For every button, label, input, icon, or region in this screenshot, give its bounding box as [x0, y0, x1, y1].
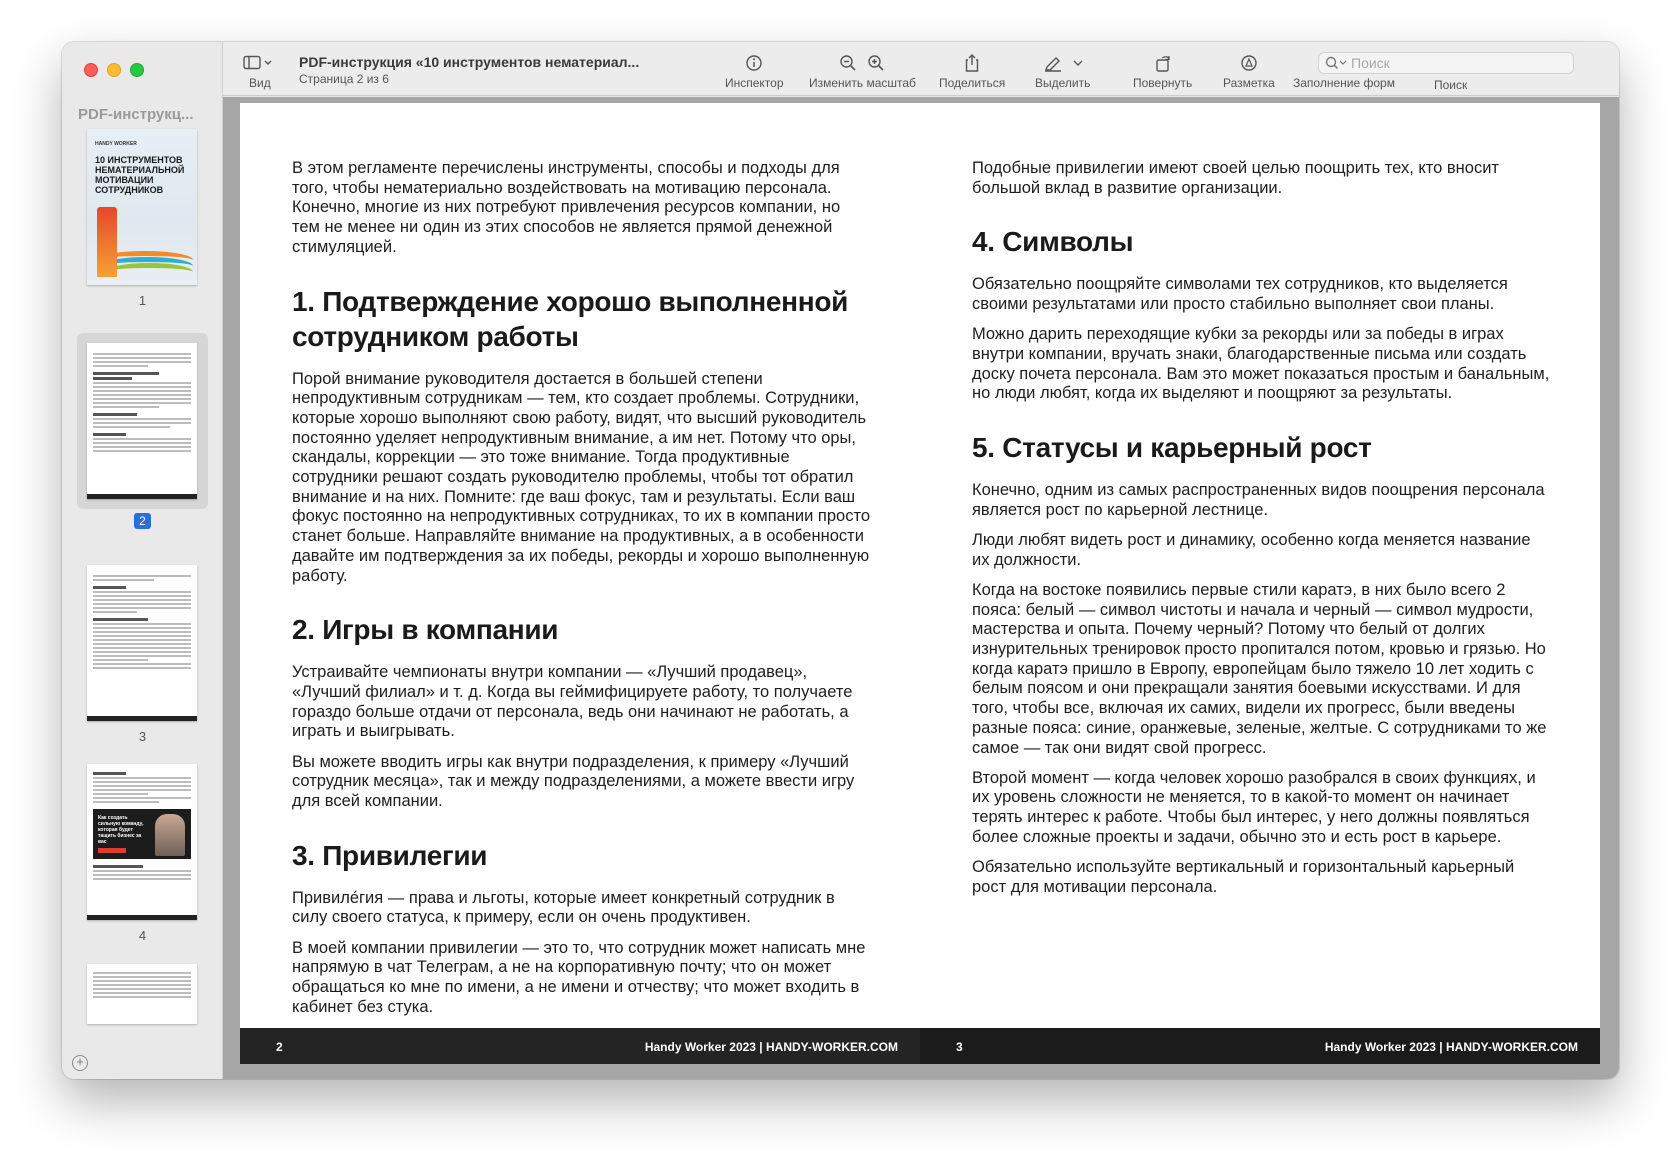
minimize-window-button[interactable]: [107, 63, 121, 77]
page-footer: [920, 1028, 1600, 1064]
cover-logo: HANDY WORKER: [95, 141, 137, 147]
info-icon: [725, 52, 784, 74]
thumbnail-page-number: 3: [138, 729, 147, 744]
chevron-down-icon: [1073, 58, 1083, 68]
thumbnail-page-number: [62, 513, 223, 529]
thumbnail-sidebar: [62, 42, 223, 1079]
inspector-button[interactable]: [725, 52, 784, 90]
paragraph: Конечно, одним из самых распространенных видов поощрения персонала является рост по карьерной лестнице.: [972, 481, 1545, 519]
paragraph: Когда на востоке появились первые стили каратэ, в них было всего 2 пояса: белый — символ чистоты и начала и черный — символ мудрости, мастерства и опыта. Почему черный? Потому что белый от долгих изнурительных тренировок просто пропитался потом, кровью и грязью. Но когда каратэ пришло в Европу, европейцам было тяжело 10 лет ходить с белым поясом и они прекращали занятия боевыми искусствами. И для того, чтобы все, включая их самих, видели их прогресс, были введены разные пояса: синие, оранжевые, зеленые, желтые. С сотрудниками то же самое — так они видят свой прогресс.: [972, 580, 1547, 757]
add-page-button[interactable]: +: [72, 1055, 88, 1071]
document-title: PDF-инструкция «10 инструментов нематериал...: [299, 54, 640, 70]
page-number: 3: [956, 1040, 963, 1054]
toolbar: [223, 42, 1619, 96]
zoom-label: Изменить масштаб: [809, 76, 916, 90]
page-number: 2: [276, 1040, 283, 1054]
highlight-label: Выделить: [1035, 76, 1091, 90]
preview-window: [62, 42, 1619, 1079]
highlight-button[interactable]: [1035, 52, 1090, 90]
document-viewport[interactable]: [223, 97, 1619, 1079]
section-heading: 3. Привилегии: [292, 839, 488, 871]
share-icon: [939, 52, 1005, 74]
share-label: Поделиться: [939, 76, 1006, 90]
zoom-in-icon: [867, 54, 885, 72]
markup-label: Разметка: [1223, 76, 1275, 90]
sidebar-icon: [243, 52, 273, 74]
paragraph: Устраивайте чемпионаты внутри компании — «Лучший продавец», «Лучший филиал» и т. д. Когда вы геймифицируете работу, то получаете гораздо больше отдачи от персонала, ведь они начинают не работать, а играть и выигрывать.: [292, 663, 853, 741]
paragraph: Люди любят видеть рост и динамику, особенно когда меняется название их должности.: [972, 531, 1531, 569]
cover-band: [105, 263, 193, 281]
page-3-text-column: [972, 159, 1552, 908]
highlighter-icon: [1043, 54, 1063, 72]
rotate-icon: [1133, 52, 1192, 74]
video-promo-block: [93, 809, 191, 859]
speaker-photo: [155, 814, 185, 856]
view-label: Вид: [249, 76, 271, 90]
paragraph: Обязательно поощряйте символами тех сотрудников, кто выделяется своими результатами или просто стабильно выполняет свои планы.: [972, 275, 1508, 314]
fullscreen-window-button[interactable]: [130, 63, 144, 77]
thumbnail-page-number: 1: [138, 293, 147, 308]
page-2-text-column: [292, 159, 872, 1028]
page-indicator: Страница 2 из 6: [299, 72, 389, 86]
thumbnail-page-number: 4: [138, 928, 147, 943]
section-heading: 4. Символы: [972, 226, 1134, 258]
paragraph: В моей компании привилегии — это то, что сотрудник может написать мне напрямую в чат Телеграм, а не на корпоративную почту; что он может обращаться ко мне по имени, а не имени и отчеству; что может входить в кабинет без стука.: [292, 938, 866, 1016]
sidebar-document-title: PDF-инструкц...: [78, 106, 194, 123]
search-input[interactable]: [1351, 55, 1571, 71]
search-label: Поиск: [1434, 78, 1468, 92]
paragraph: Обязательно используйте вертикальный и горизонтальный карьерный рост для мотивации персонала.: [972, 858, 1515, 896]
rotate-button[interactable]: [1133, 52, 1192, 90]
thumbnail-image: [87, 343, 197, 499]
footer-brand: Handy Worker 2023 | HANDY-WORKER.COM: [644, 1040, 898, 1054]
paragraph: Порой внимание руководителя достается в большей степени непродуктивным сотрудникам — тем, кто создает проблемы. Сотрудники, которые хорошо выполняют свою работу, видят, что высший руководитель постоянно уделяет непродуктивным внимание, а им нет. Потому что оры, скандалы, коррекции — это тоже внимание. Тогда продуктивные сотрудники решают создать руководителю проблемы, чтобы тот обратил внимание и на них. Помните: где ваш фокус, там и результаты. Если ваш фокус постоянно на непродуктивных сотрудниках, то их в компании просто станет больше. Направляйте внимание на продуктивных, а в особенности давайте им подтверждения за их победы, рекорды и хорошо выполненную работу.: [292, 369, 871, 585]
inspector-label: Инспектор: [725, 76, 784, 90]
selected-page-badge: 2: [134, 513, 151, 529]
paragraph: Привиле́гия — права и льготы, которые имеет конкретный сотрудник в силу своего статуса, к примеру, если он очень продуктивен.: [292, 888, 835, 927]
paragraph: В этом регламенте перечислены инструменты, способы и подходы для того, чтобы нематериально воздействовать на мотивацию персонала. Конечно, многие из них потребуют привлечения ресурсов компании, но тем не менее ни один из этих способов не является прямой денежной стимуляцией.: [292, 159, 841, 256]
paragraph: Второй момент — когда человек хорошо разобрался в своих функциях, и их уровень сложности не меняется, то в какой-то момент он начинает терять интерес к работе. Чтобы был интерес, у него должны появляться более сложные проекты и задачи, обычно это и есть рост в карьере.: [972, 768, 1536, 846]
page-2: [240, 103, 920, 1064]
paragraph: Можно дарить переходящие кубки за рекорды или за победы в играх внутри компании, вручать знаки, благодарственные письма или создать доску почета персонала. Вам это может показаться простым и банальным, но люди любят, когда их выделяют и поощряют за результаты.: [972, 325, 1550, 403]
page-3: [920, 103, 1600, 1064]
thumbnail-image: [87, 764, 197, 920]
paragraph: Вы можете вводить игры как внутри подразделения, к примеру «Лучший сотрудник месяца», так и между подразделениями, а можете ввести игру для всей компании.: [292, 752, 855, 810]
thumbnail-image: [87, 129, 197, 285]
window-controls: [84, 63, 144, 77]
thumbnail-image: [87, 565, 197, 721]
section-heading: 2. Игры в компании: [292, 614, 559, 646]
rotate-label: Повернуть: [1133, 76, 1193, 90]
zoom-button[interactable]: [809, 52, 916, 90]
markup-button[interactable]: [1223, 52, 1275, 90]
page-footer: [240, 1028, 920, 1064]
footer-brand: Handy Worker 2023 | HANDY-WORKER.COM: [1324, 1040, 1578, 1054]
search-icon: [1325, 56, 1347, 70]
markup-pen-icon: [1223, 52, 1275, 74]
section-heading: 5. Статусы и карьерный рост: [972, 432, 1372, 464]
paragraph: Подобные привилегии имеют своей целью поощрить тех, кто вносит большой вклад в развитие организации.: [972, 159, 1499, 197]
video-promo-title: Как создать сильную команду, которая будет тащить бизнес за вас: [98, 815, 144, 845]
page-spread: [240, 103, 1600, 1064]
share-button[interactable]: [939, 52, 1005, 90]
thumbnail-image: [87, 964, 197, 1024]
close-window-button[interactable]: [84, 63, 98, 77]
section-heading: 1. Подтверждение хорошо выполненной сотрудником работы: [292, 285, 849, 352]
cover-title: 10 ИНСТРУМЕНТОВ НЕМАТЕРИАЛЬНОЙ МОТИВАЦИИ СОТРУДНИКОВ: [95, 155, 185, 195]
cover-arrow-graphic: [97, 207, 117, 277]
view-menu-button[interactable]: [243, 52, 273, 90]
fill-forms-label: Заполнение форм: [1293, 76, 1395, 90]
zoom-out-icon: [839, 54, 857, 72]
search-field[interactable]: [1318, 52, 1574, 74]
